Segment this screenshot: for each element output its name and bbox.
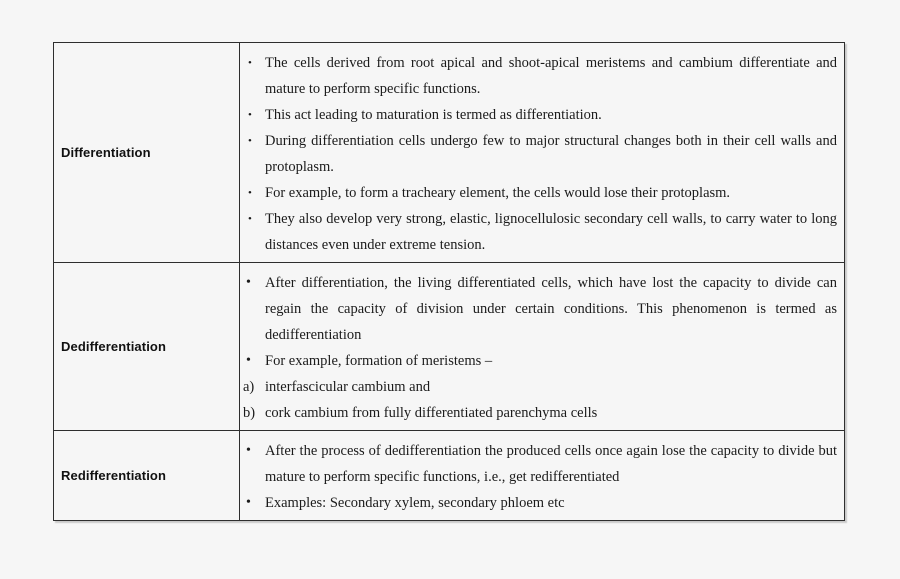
list-item: [240, 438, 837, 490]
term-cell: [54, 263, 240, 430]
bullet-marker: •: [246, 353, 251, 368]
bullet-marker: •: [246, 443, 251, 458]
list-item-text: After the process of dedifferentiation the produced cells once again lose the capacity to divide but mature to perform specific functions, i.e., get redifferentiated: [265, 443, 837, 485]
list-item: [240, 348, 837, 374]
list-item-text: They also develop very strong, elastic, lignocellulosic secondary cell walls, to carry water to long distances even under extreme tension.: [265, 211, 837, 253]
definition-cell: [240, 431, 844, 520]
bullet-marker: a): [243, 379, 255, 395]
list-item: [240, 128, 837, 180]
definition-cell: [240, 263, 844, 430]
bullet-marker: •: [246, 495, 251, 510]
list-item: [240, 374, 837, 400]
term-label: Redifferentiation: [61, 468, 166, 483]
list-item-text: For example, to form a tracheary element, the cells would lose their protoplasm.: [265, 185, 731, 201]
bullet-marker: •: [248, 57, 252, 69]
list-item-text: cork cambium from fully differentiated parenchyma cells: [265, 405, 598, 421]
bullet-marker: •: [248, 213, 252, 225]
list-item-text: Examples: Secondary xylem, secondary phloem etc: [265, 495, 565, 511]
list-item: [240, 490, 837, 516]
definition-cell: [240, 43, 844, 262]
list-item-text: The cells derived from root apical and shoot-apical meristems and cambium differentiate and mature to perform specific functions.: [265, 55, 837, 97]
term-cell: [54, 43, 240, 262]
list-item-text: interfascicular cambium and: [265, 379, 431, 395]
list-item-text: During differentiation cells undergo few to major structural changes both in their cell walls and protoplasm.: [265, 133, 837, 175]
differentiation-table: [53, 42, 845, 521]
list-item-text: After differentiation, the living differentiated cells, which have lost the capacity to divide can regain the capacity of division under certain conditions. This phenomenon is termed as dedifferentiation: [265, 275, 837, 343]
term-label: Differentiation: [61, 145, 151, 160]
list-item-text: For example, formation of meristems –: [265, 353, 493, 369]
list-item: [240, 400, 837, 426]
bullet-marker: •: [248, 187, 252, 199]
list-item: [240, 180, 837, 206]
term-cell: [54, 431, 240, 520]
list-item: [240, 206, 837, 258]
list-item: [240, 270, 837, 348]
list-item-text: This act leading to maturation is termed as differentiation.: [265, 107, 602, 123]
table-row: [54, 430, 844, 520]
bullet-marker: •: [248, 135, 252, 147]
bullet-marker: •: [246, 275, 251, 290]
table-row: [54, 43, 844, 262]
bullet-marker: b): [243, 405, 256, 421]
table-row: [54, 262, 844, 430]
list-item: [240, 50, 837, 102]
term-label: Dedifferentiation: [61, 339, 166, 354]
bullet-marker: •: [248, 109, 252, 121]
list-item: [240, 102, 837, 128]
